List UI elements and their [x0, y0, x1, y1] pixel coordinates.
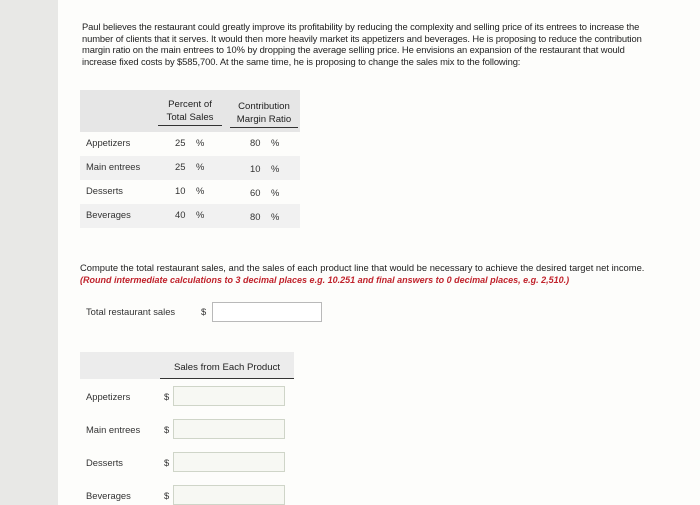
- cm-beverages: 80: [250, 211, 261, 222]
- total-restaurant-sales-label: Total restaurant sales: [86, 306, 176, 317]
- percent-of-total-sales-header: Percent of Total Sales: [158, 98, 222, 126]
- pct-main-entrees: 25: [175, 161, 186, 172]
- pct-desserts: 10: [175, 185, 186, 196]
- currency-symbol: $: [201, 306, 207, 317]
- sales-label-main-entrees: Main entrees: [86, 424, 141, 435]
- cm-desserts: 60: [250, 187, 261, 198]
- currency-symbol: $: [164, 457, 170, 468]
- currency-symbol: $: [164, 391, 170, 402]
- sales-label-desserts: Desserts: [86, 457, 123, 468]
- problem-statement: Paul believes the restaurant could greatly improve its profitability by reducing the complexity and selling price of its entrees to increase the number of clients that it serves. It would then more heavily market its appetizers and beverages. He is proposing to reduce the contribution margin ratio on the main entrees to 10% by dropping the average selling price. He envisions an expansion of the restaurant that would increase fixed costs by $585,700. At the same time, he is proposing to change the sales mix to the following:: [82, 21, 642, 67]
- sales-label-appetizers: Appetizers: [86, 391, 131, 402]
- row-label-main-entrees: Main entrees: [86, 161, 141, 172]
- total-restaurant-sales-input[interactable]: [212, 302, 322, 322]
- row-label-beverages: Beverages: [86, 209, 131, 220]
- rounding-note: (Round intermediate calculations to 3 decimal places e.g. 10.251 and final answers to 0 decimal places, e.g. 2,510.): [80, 274, 570, 285]
- worksheet-page: [58, 0, 700, 505]
- pct-sign: %: [196, 185, 205, 196]
- pct-sign: %: [196, 161, 205, 172]
- instruction-main: Compute the total restaurant sales, and the sales of each product line that would be necessary to achieve the desired target net income.: [80, 262, 645, 273]
- cm-appetizers: 80: [250, 137, 261, 148]
- sales-main-entrees-input[interactable]: [173, 419, 285, 439]
- pct-sign: %: [196, 137, 205, 148]
- pct-sign: %: [271, 187, 280, 198]
- sales-beverages-input[interactable]: [173, 485, 285, 505]
- row-label-desserts: Desserts: [86, 185, 123, 196]
- pct-sign: %: [196, 209, 205, 220]
- currency-symbol: $: [164, 424, 170, 435]
- instruction-text: [80, 262, 650, 286]
- currency-symbol: $: [164, 490, 170, 501]
- sales-label-beverages: Beverages: [86, 490, 131, 501]
- header-underline: [160, 378, 294, 379]
- row-label-appetizers: Appetizers: [86, 137, 131, 148]
- pct-beverages: 40: [175, 209, 186, 220]
- sales-appetizers-input[interactable]: [173, 386, 285, 406]
- pct-sign: %: [271, 211, 280, 222]
- contribution-margin-ratio-header: Contribution Margin Ratio: [230, 100, 298, 128]
- pct-sign: %: [271, 137, 280, 148]
- pct-appetizers: 25: [175, 137, 186, 148]
- cm-main-entrees: 10: [250, 163, 261, 174]
- sales-desserts-input[interactable]: [173, 452, 285, 472]
- sales-mix-table: [80, 90, 300, 228]
- pct-sign: %: [271, 163, 280, 174]
- sales-from-each-product-header: Sales from Each Product: [173, 362, 281, 373]
